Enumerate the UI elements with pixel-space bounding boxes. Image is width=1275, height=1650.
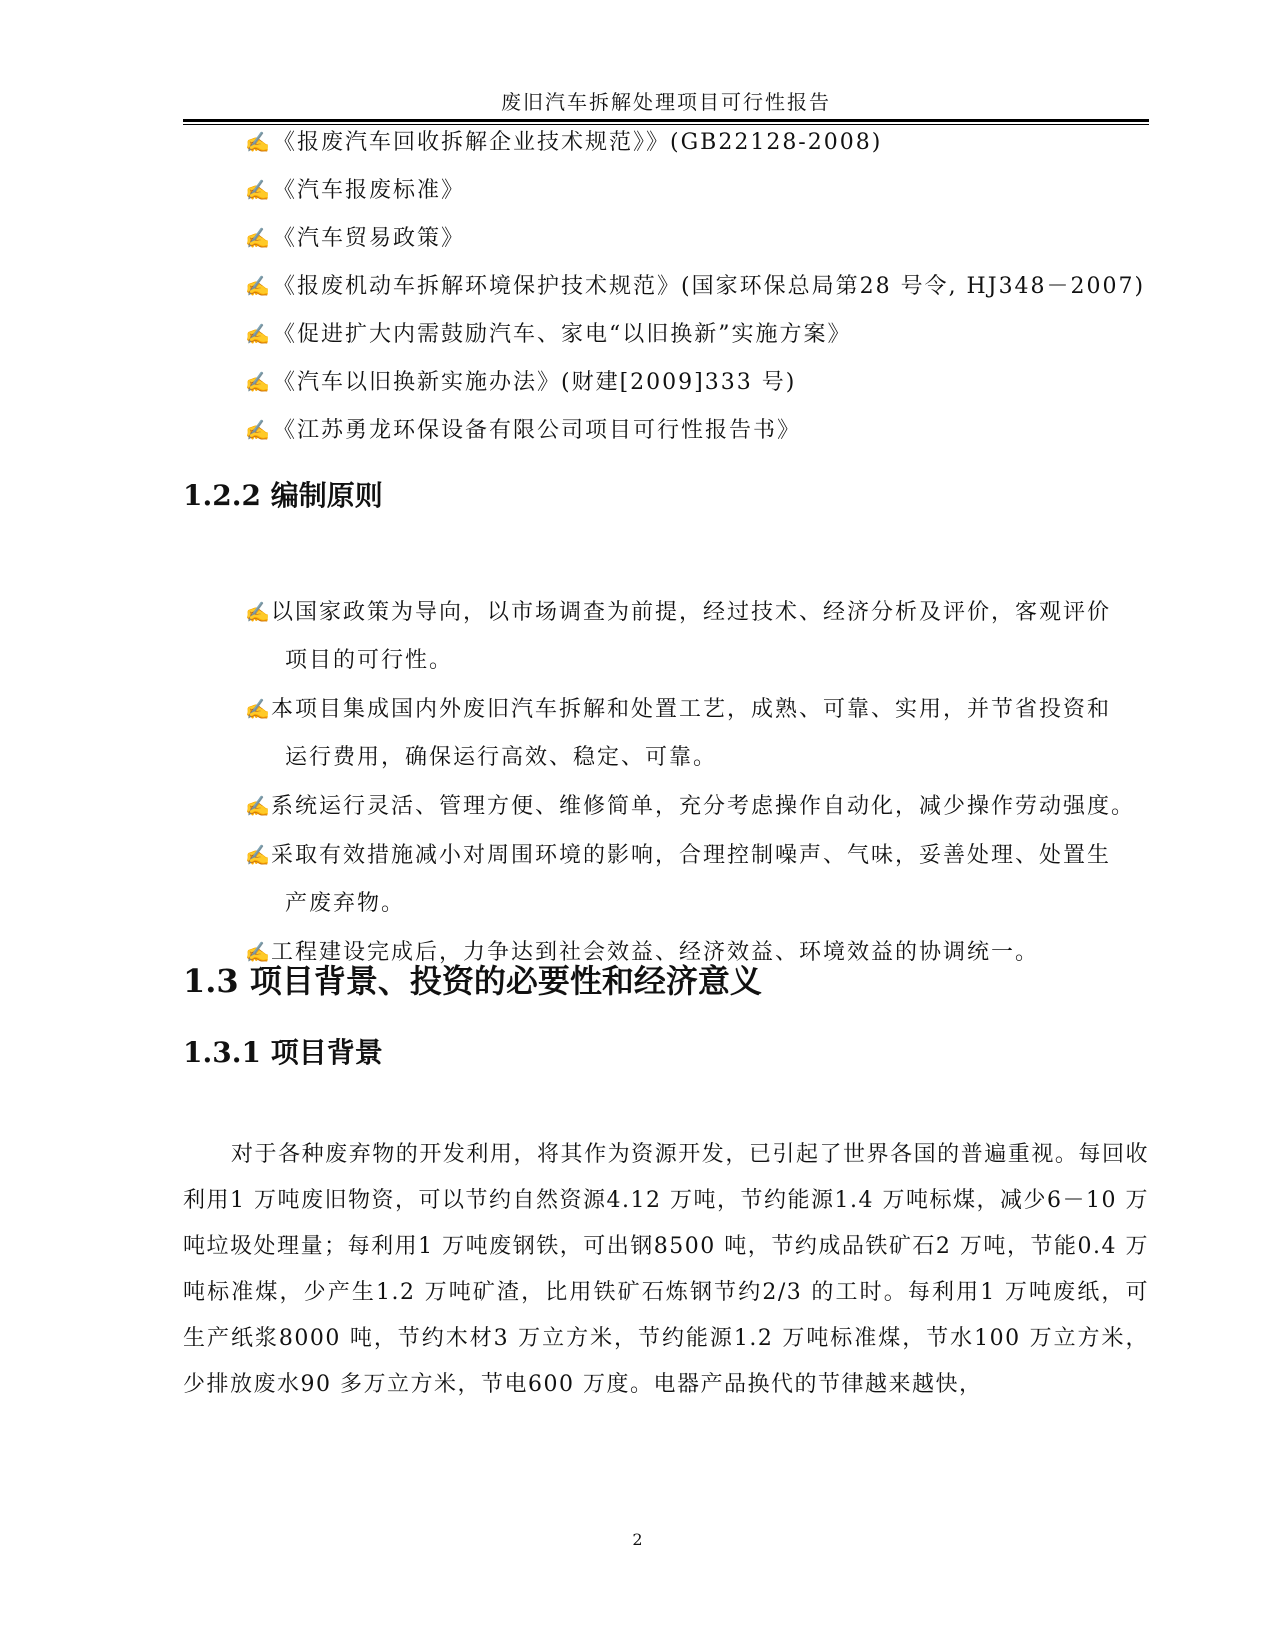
principle-item [245, 831, 1155, 928]
reference-text: 《汽车以旧换新实施办法》(财建[2009]333 号) [273, 370, 797, 395]
pen-bullet-icon: ✍ [245, 794, 272, 818]
pen-bullet-icon: ✍ [245, 418, 272, 442]
principle-continuation: 运行费用，确保运行高效、稳定、可靠。 [285, 745, 718, 770]
header-rule-thick [183, 119, 1149, 122]
section-heading-1-3-1: 1.3.1 项目背景 [183, 1036, 383, 1069]
pen-bullet-icon: ✍ [245, 843, 272, 867]
reference-item [245, 224, 1165, 272]
pen-bullet-icon: ✍ [245, 600, 272, 624]
reference-item [245, 416, 1165, 464]
reference-text: 《报废机动车拆解环境保护技术规范》(国家环保总局第28 号令, HJ348－2007) [273, 274, 1146, 299]
pen-bullet-icon: ✍ [245, 322, 272, 346]
principle-text: 本项目集成国内外废旧汽车拆解和处置工艺，成熟、可靠、实用，并节省投资和 [271, 697, 1112, 722]
reference-item [245, 368, 1165, 416]
section-heading-1-2-2: 1.2.2 编制原则 [183, 479, 383, 512]
reference-text: 《报废汽车回收拆解企业技术规范》》(GB22128-2008) [273, 130, 883, 155]
reference-list [245, 128, 1165, 464]
reference-item [245, 128, 1165, 176]
principle-item [245, 588, 1155, 685]
principle-continuation: 产废弃物。 [285, 891, 406, 916]
principle-list [245, 588, 1155, 977]
reference-item [245, 176, 1165, 224]
pen-bullet-icon: ✍ [245, 697, 272, 721]
principle-item [245, 782, 1155, 831]
principle-text: 工程建设完成后，力争达到社会效益、经济效益、环境效益的协调统一。 [271, 940, 1040, 965]
principle-text: 系统运行灵活、管理方便、维修简单，充分考虑操作自动化，减少操作劳动强度。 [271, 794, 1136, 819]
reference-text: 《促进扩大内需鼓励汽车、家电“以旧换新”实施方案》 [273, 322, 852, 347]
reference-text: 《汽车贸易政策》 [273, 226, 466, 251]
pen-bullet-icon: ✍ [245, 370, 272, 394]
reference-item [245, 320, 1165, 368]
principle-continuation: 项目的可行性。 [285, 648, 454, 673]
reference-item [245, 272, 1165, 320]
principle-text: 以国家政策为导向，以市场调查为前提，经过技术、经济分析及评价，客观评价 [271, 600, 1112, 625]
pen-bullet-icon: ✍ [245, 226, 272, 250]
page-number: 2 [632, 1530, 643, 1549]
running-header: 废旧汽车拆解处理项目可行性报告 [501, 90, 831, 114]
pen-bullet-icon: ✍ [245, 130, 272, 154]
reference-text: 《汽车报废标准》 [273, 178, 466, 203]
reference-text: 《江苏勇龙环保设备有限公司项目可行性报告书》 [273, 418, 802, 443]
section-heading-1-3: 1.3 项目背景、投资的必要性和经济意义 [183, 962, 762, 1000]
principle-item [245, 685, 1155, 782]
pen-bullet-icon: ✍ [245, 940, 272, 964]
principle-text: 采取有效措施减小对周围环境的影响，合理控制噪声、气味，妥善处理、处置生 [271, 843, 1112, 868]
pen-bullet-icon: ✍ [245, 274, 272, 298]
header-rule-thin [183, 124, 1149, 125]
body-paragraph: 对于各种废弃物的开发利用，将其作为资源开发，已引起了世界各国的普遍重视。每回收利用1 万吨废旧物资，可以节约自然资源4.12 万吨，节约能源1.4 万吨标煤，减少6－10 万吨垃圾处理量；每利用1 万吨废钢铁，可出钢8500 吨，节约成品铁矿石2 万吨，节能0.4 万吨标准煤，少产生1.2 万吨矿渣，比用铁矿石炼钢节约2/3 的工时。每利用1 万吨废纸，可生产纸浆8000 吨，节约木材3 万立方米，节约能源1.2 万吨标准煤，节水100 万立方米，少排放废水90 多万立方米，节电600 万度。电器产品换代的节律越来越快， [183, 1142, 1149, 1397]
pen-bullet-icon: ✍ [245, 178, 272, 202]
